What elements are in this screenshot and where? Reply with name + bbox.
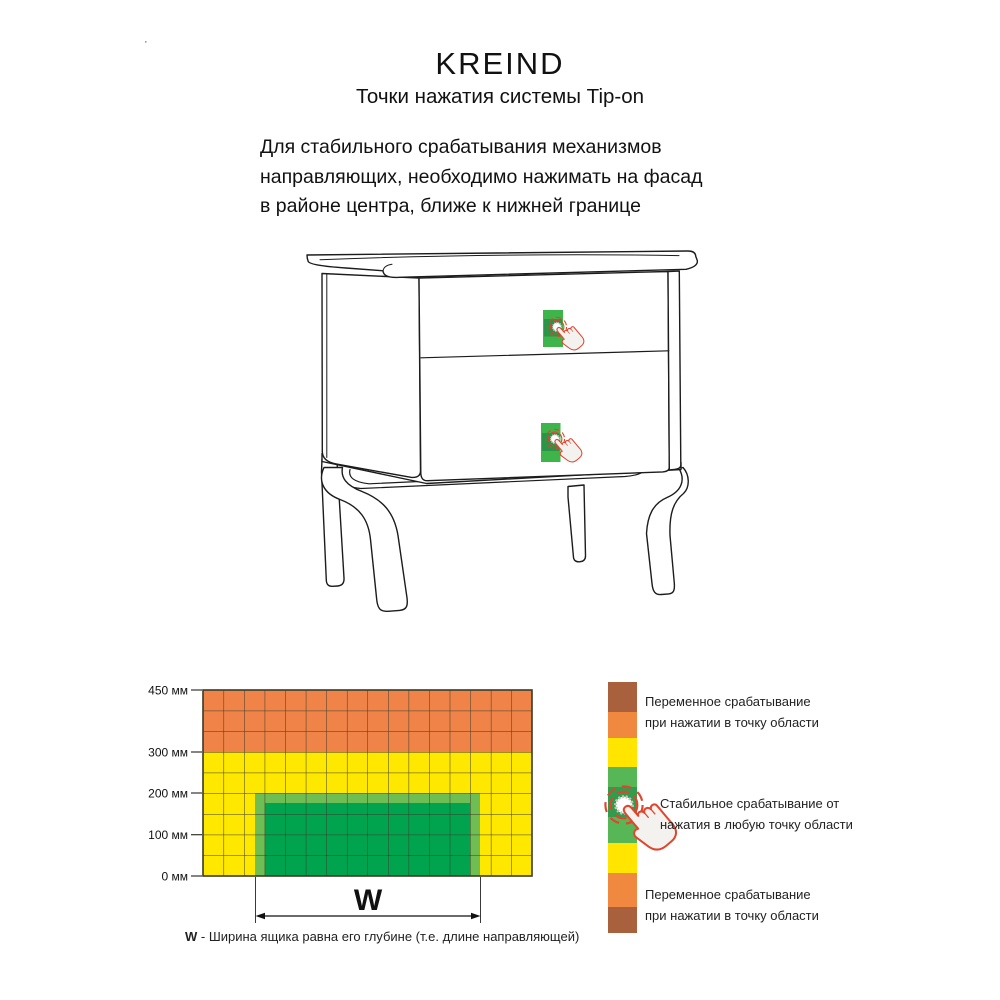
brand-title: KREIND bbox=[435, 46, 565, 81]
stray-mark: · bbox=[144, 36, 148, 48]
intro-line: в районе центра, ближе к нижней границе bbox=[260, 195, 641, 217]
furniture-diagram bbox=[280, 240, 720, 630]
legend-seg-brown-top bbox=[608, 682, 637, 712]
legend-line: при нажатии в точку области bbox=[645, 907, 819, 923]
legend-seg-yellow-top bbox=[608, 738, 637, 767]
page-subtitle: Точки нажатия системы Tip-on bbox=[355, 85, 645, 108]
back-right-leg bbox=[568, 485, 586, 562]
arrowhead-right bbox=[471, 913, 481, 919]
intro-paragraph bbox=[260, 133, 703, 222]
press-zone-chart bbox=[140, 680, 560, 930]
tick-label-0: 0 мм bbox=[161, 869, 188, 884]
tick-label-100: 100 мм bbox=[148, 828, 188, 843]
tick-label-450: 450 мм bbox=[148, 683, 188, 698]
legend-item-variable-bottom bbox=[645, 885, 819, 926]
side-panel bbox=[322, 274, 421, 478]
arrowhead-left bbox=[256, 913, 266, 919]
legend-line: Переменное срабатывание bbox=[645, 887, 811, 902]
right-stile bbox=[668, 271, 681, 470]
legend-line: нажатия в любую точку области bbox=[660, 816, 853, 832]
legend-seg-orange-top bbox=[608, 712, 637, 738]
caption-text: - Ширина ящика равна его глубине (т.е. длине направляющей) bbox=[197, 929, 580, 944]
intro-line: Для стабильного срабатывания механизмов bbox=[260, 136, 662, 158]
grid-lines bbox=[203, 690, 532, 876]
tick-label-200: 200 мм bbox=[148, 786, 188, 801]
front-right-leg bbox=[647, 468, 689, 595]
legend-item-stable bbox=[660, 794, 853, 835]
width-dimension bbox=[256, 877, 481, 923]
legend-line: Стабильное срабатывание от bbox=[660, 796, 840, 811]
w-label: W bbox=[353, 884, 383, 917]
legend-line: Переменное срабатывание bbox=[645, 694, 811, 709]
legend-item-variable-top bbox=[645, 692, 819, 733]
caption-w: W bbox=[185, 929, 198, 944]
tick-label-300: 300 мм bbox=[148, 745, 188, 760]
legend-line: при нажатии в точку области bbox=[645, 714, 819, 730]
legend-seg-orange-bottom bbox=[608, 873, 637, 907]
intro-line: направляющих, необходимо нажимать на фасад bbox=[260, 165, 703, 188]
legend-seg-brown-bottom bbox=[608, 907, 637, 933]
y-axis-ticks bbox=[148, 684, 202, 884]
chart-caption bbox=[185, 929, 579, 944]
